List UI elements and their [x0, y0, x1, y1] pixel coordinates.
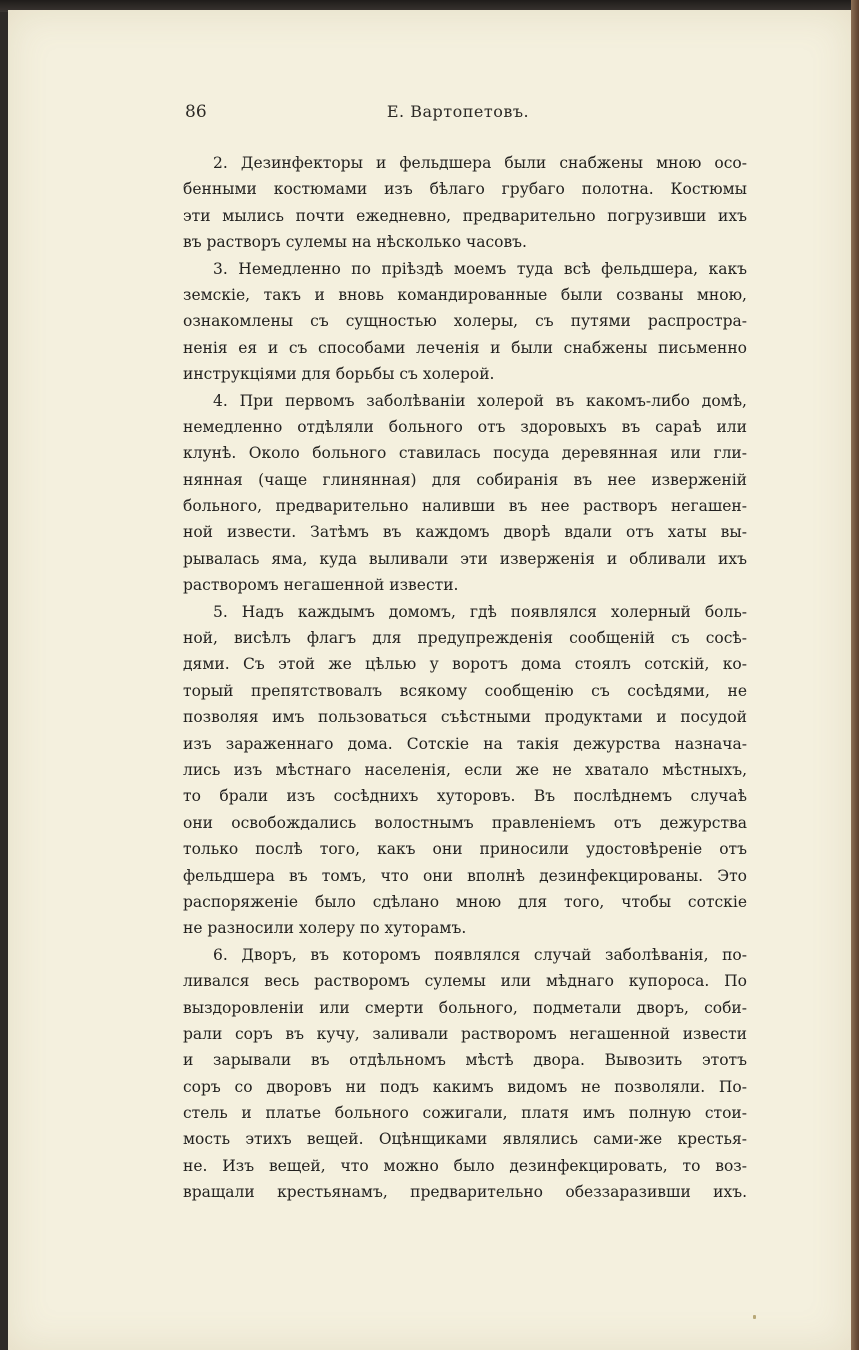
text-line: только послѣ того, какъ они приносили удостовѣреніе отъ	[183, 840, 747, 859]
text-line: растворомъ негашенной извести.	[183, 576, 459, 595]
text-line: фельдшера въ томъ, что они вполнѣ дезинфекцированы. Это	[183, 866, 747, 885]
text-line: бенными костюмами изъ бѣлаго грубаго полотна. Костюмы	[183, 180, 747, 199]
text-line: позволяя имъ пользоваться съѣстными продуктами и посудой	[183, 708, 747, 727]
text-line: рали соръ въ кучу, заливали растворомъ негашенной извести	[183, 1024, 747, 1043]
text-line: они освобождались волостнымъ правленіемъ отъ дежурства	[183, 813, 747, 832]
text-line: 3. Немедленно по пріѣздѣ моемъ туда всѣ фельдшера, какъ	[213, 259, 747, 278]
paragraph-6	[183, 942, 747, 1206]
text-line: 6. Дворъ, въ которомъ появлялся случай заболѣванія, по-	[213, 945, 747, 964]
book-page	[8, 10, 851, 1350]
text-line: стель и платье больного сожигали, платя имъ полную стои-	[183, 1104, 747, 1123]
paragraph-5	[183, 599, 747, 942]
text-line: 2. Дезинфекторы и фельдшера были снабжены мною осо-	[213, 154, 747, 172]
text-line: ной извести. Затѣмъ въ каждомъ дворѣ вдали отъ хаты вы-	[183, 523, 747, 542]
running-title: Е. Вартопетовъ.	[386, 102, 530, 121]
text-line: въ растворъ сулемы на нѣсколько часовъ.	[183, 233, 527, 252]
text-line: не. Изъ вещей, что можно было дезинфекцировать, то воз-	[183, 1156, 747, 1175]
page-number: 86	[185, 102, 207, 122]
text-line: ной, висѣлъ флагъ для предупрежденія сообщеній съ сосѣ-	[183, 629, 747, 648]
text-line: мость этихъ вещей. Оцѣнщиками являлись сами-же крестья-	[183, 1130, 747, 1149]
text-line: и зарывали въ отдѣльномъ мѣстѣ двора. Вывозить этотъ	[183, 1051, 747, 1070]
text-line: земскіе, такъ и вновь командированные были созваны мною,	[183, 285, 747, 304]
text-line: ливался весь растворомъ сулемы или мѣднаго купороса. По	[183, 972, 747, 991]
text-line: ненія ея и съ способами леченія и были снабжены письменно	[183, 338, 747, 357]
text-line: ознакомлены съ сущностью холеры, съ путями распростра-	[183, 312, 747, 331]
text-line: распоряженіе было сдѣлано мною для того, чтобы сотскіе	[183, 892, 747, 911]
text-line: 5. Надъ каждымъ домомъ, гдѣ появлялся холерный боль-	[213, 602, 747, 621]
text-line: эти мылись почти ежедневно, предварительно погрузивши ихъ	[183, 206, 747, 225]
text-line: клунѣ. Около больного ставилась посуда деревянная или гли-	[183, 444, 747, 463]
body-text	[183, 150, 747, 1206]
text-line: не разносили холеру по хуторамъ.	[183, 919, 467, 938]
paragraph-2	[183, 150, 747, 256]
text-line: выздоровленіи или смерти больного, подметали дворъ, соби-	[183, 998, 747, 1017]
text-line: немедленно отдѣляли больного отъ здоровыхъ въ сараѣ или	[183, 417, 747, 436]
paragraph-3	[183, 256, 747, 388]
book-binding-edge	[851, 0, 859, 1350]
paragraph-4	[183, 388, 747, 599]
text-line: дями. Съ этой же цѣлью у воротъ дома стоялъ сотскій, ко-	[183, 655, 747, 674]
text-line: вращали крестьянамъ, предварительно обеззаразивши ихъ.	[183, 1183, 747, 1202]
text-line: изъ зараженнаго дома. Сотскіе на такія дежурства назнача-	[183, 734, 747, 753]
text-line: то брали изъ сосѣднихъ хуторовъ. Въ послѣднемъ случаѣ	[183, 787, 747, 806]
paper-speck	[753, 1315, 756, 1319]
text-line: больного, предварительно наливши въ нее растворъ негашен-	[183, 497, 747, 516]
text-line: лись изъ мѣстнаго населенія, если же не хватало мѣстныхъ,	[183, 760, 747, 779]
text-line: соръ со дворовъ ни подъ какимъ видомъ не позволяли. По-	[183, 1077, 747, 1096]
text-line: торый препятствовалъ всякому сообщенію съ сосѣдями, не	[183, 681, 747, 700]
text-line: 4. При первомъ заболѣваніи холерой въ какомъ-либо домѣ,	[213, 391, 747, 410]
text-line: рывалась яма, куда выливали эти изверженія и обливали ихъ	[183, 549, 747, 568]
text-line: инструкціями для борьбы съ холерой.	[183, 365, 495, 384]
text-line: нянная (чаще глинянная) для собиранія въ нее изверженій	[183, 470, 747, 489]
